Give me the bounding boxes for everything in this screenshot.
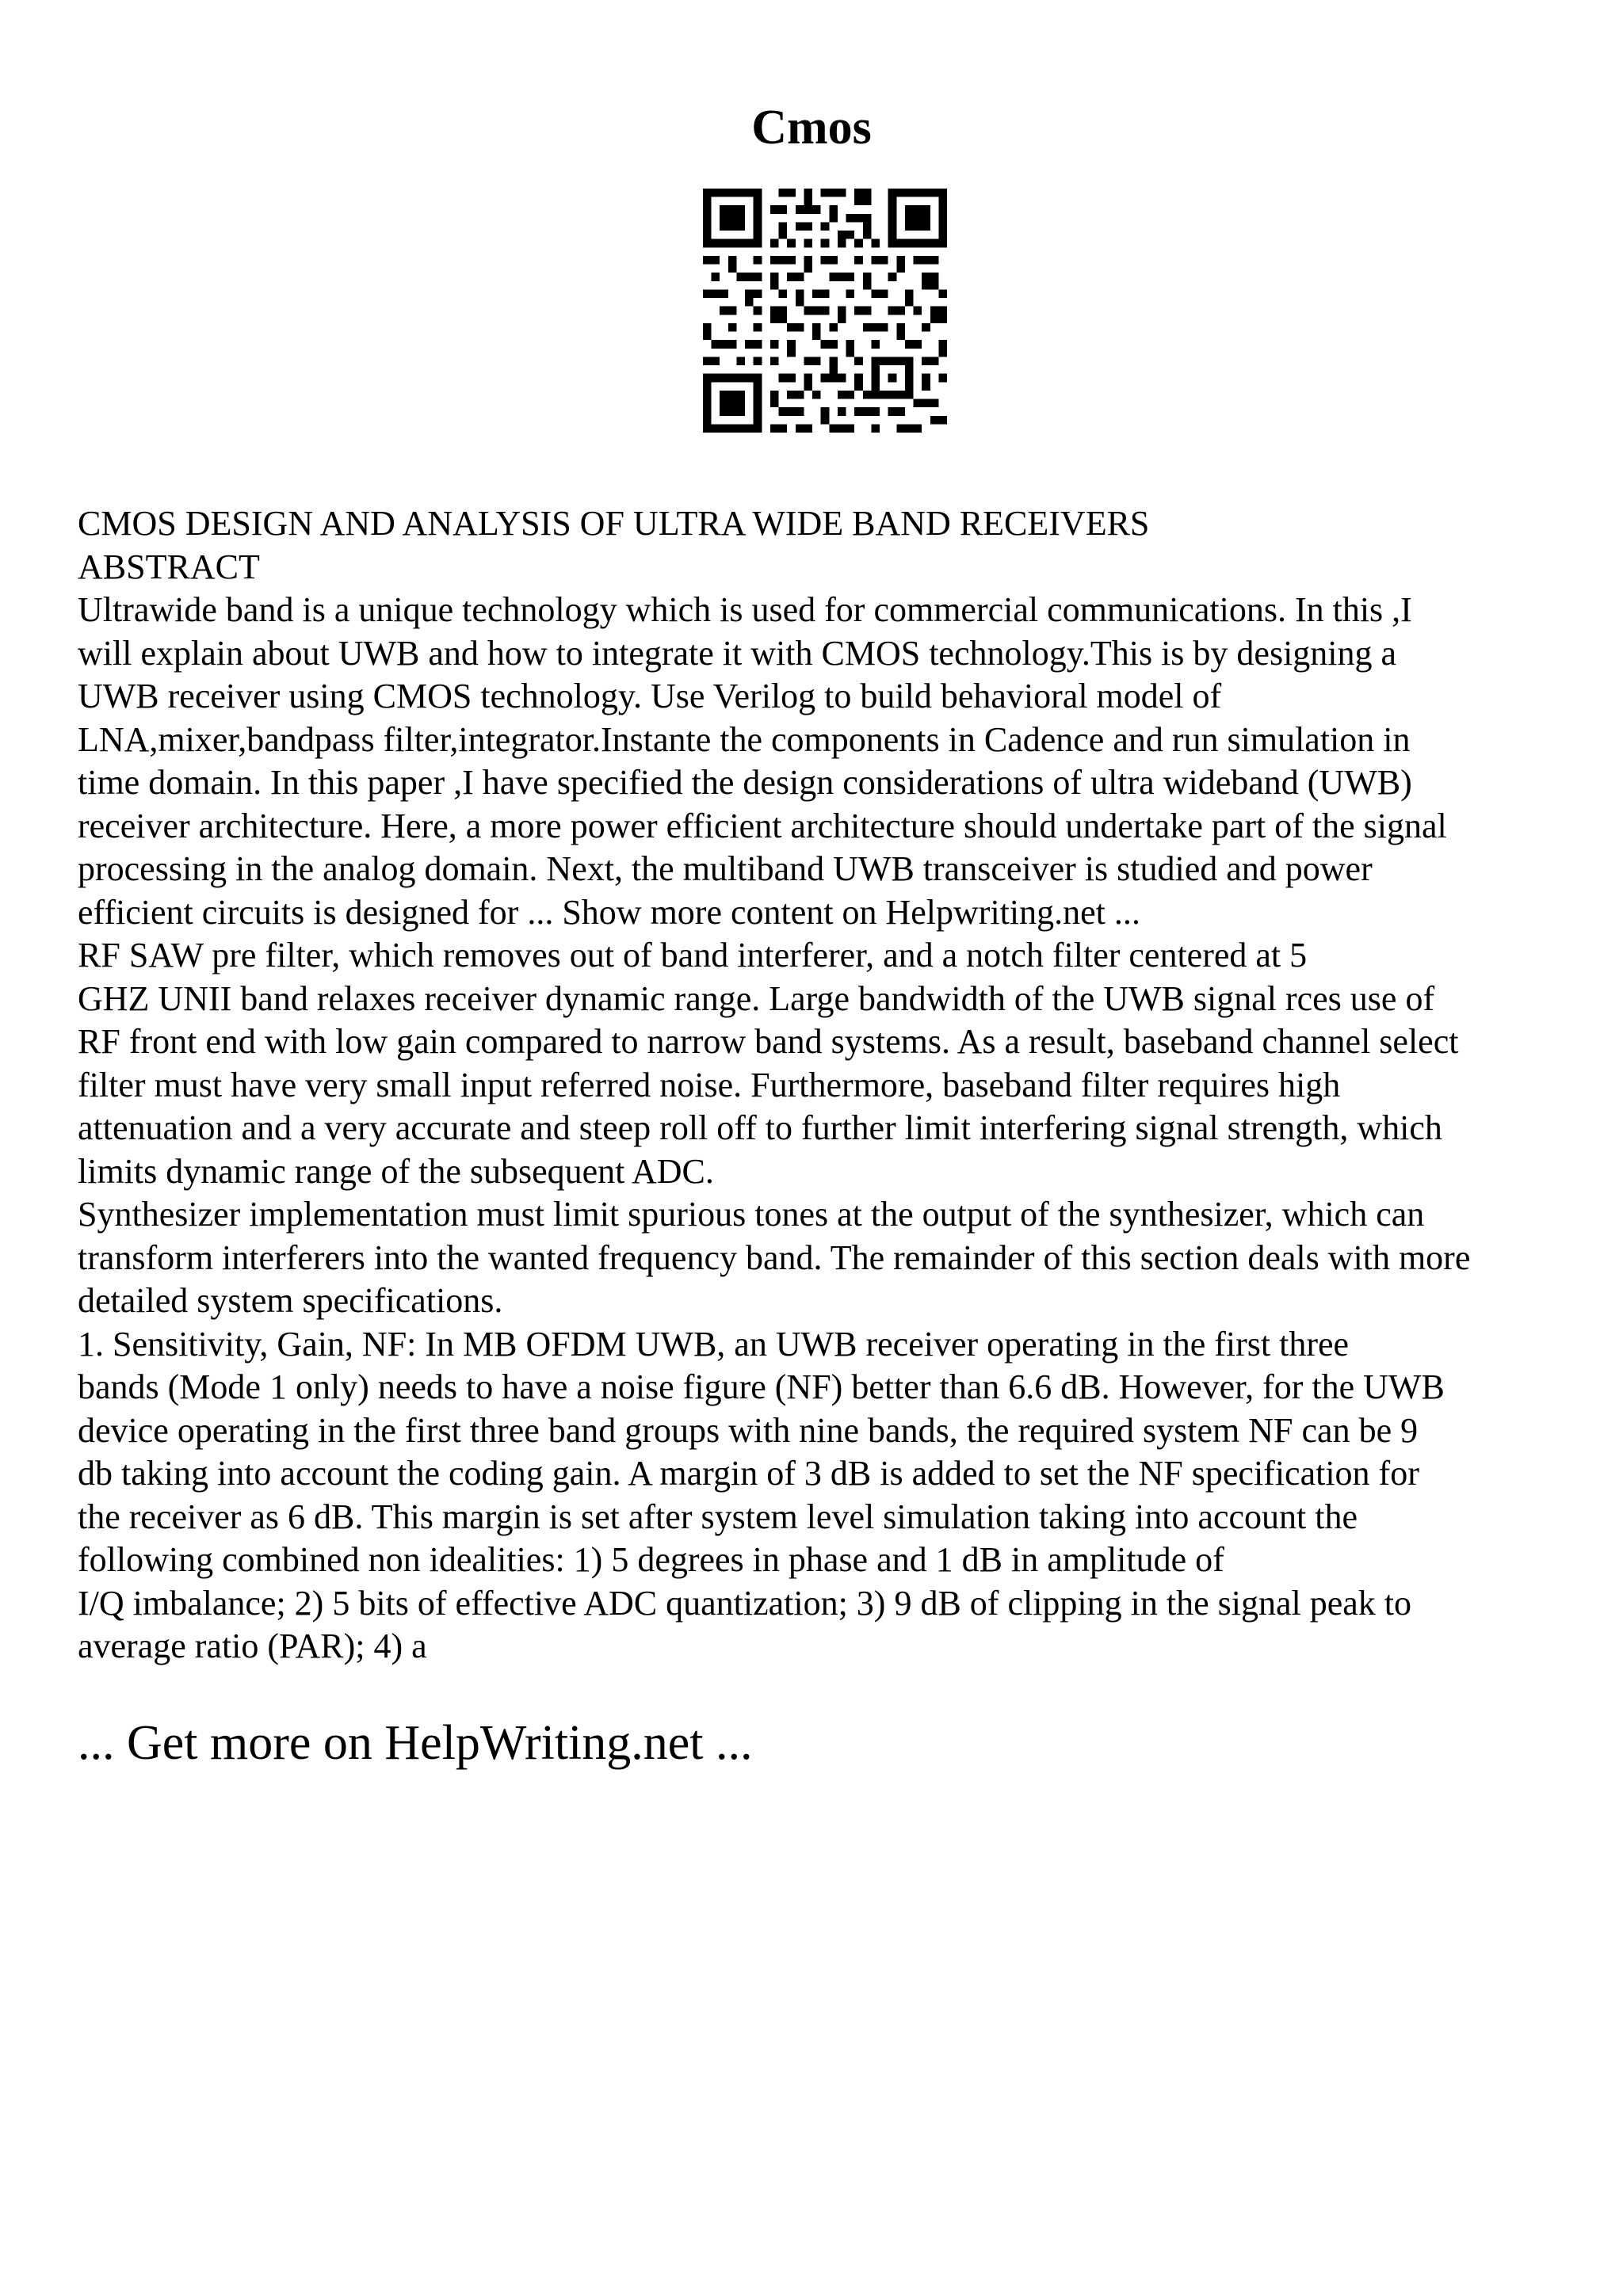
article-body <box>78 502 1568 1669</box>
body-line: UWB receiver using CMOS technology. Use Verilog to build behavioral model of <box>78 677 1222 715</box>
body-line: following combined non idealities: 1) 5 degrees in phase and 1 dB in amplitude of <box>78 1540 1224 1579</box>
body-line: RF SAW pre filter, which removes out of band interferer, and a notch filter centered at 5 <box>78 936 1308 974</box>
body-line: bands (Mode 1 only) needs to have a noise figure (NF) better than 6.6 dB. However, for the UWB <box>78 1367 1445 1406</box>
body-line: Synthesizer implementation must limit spurious tones at the output of the synthesizer, which can <box>78 1195 1425 1234</box>
document-title: Cmos <box>751 101 872 154</box>
body-line: device operating in the first three band groups with nine bands, the required system NF can be 9 <box>78 1410 1419 1450</box>
body-line: db taking into account the coding gain. A margin of 3 dB is added to set the NF specification for <box>78 1454 1419 1493</box>
body-line: attenuation and a very accurate and steep roll off to further limit interfering signal strength, which <box>78 1108 1442 1147</box>
body-line: will explain about UWB and how to integrate it with CMOS technology.This is by designing a <box>78 633 1397 673</box>
body-line: limits dynamic range of the subsequent ADC. <box>78 1151 714 1191</box>
body-line: CMOS DESIGN AND ANALYSIS OF ULTRA WIDE BAND RECEIVERS <box>78 504 1150 543</box>
body-line: detailed system specifications. <box>78 1281 503 1320</box>
body-line: average ratio (PAR); 4) a <box>78 1627 427 1665</box>
body-line: 1. Sensitivity, Gain, NF: In MB OFDM UWB, an UWB receiver operating in the first three <box>78 1324 1350 1363</box>
body-line: ABSTRACT <box>78 547 260 586</box>
body-line: GHZ UNII band relaxes receiver dynamic range. Large bandwidth of the UWB signal rces use of <box>78 978 1435 1018</box>
qr-code <box>703 189 947 433</box>
body-line: I/Q imbalance; 2) 5 bits of effective ADC quantization; 3) 9 dB of clipping in the signal peak to <box>78 1583 1412 1623</box>
get-more-link[interactable]: ... Get more on HelpWriting.net ... <box>78 1716 753 1770</box>
body-line: RF front end with low gain compared to narrow band systems. As a result, baseband channel select <box>78 1022 1459 1061</box>
qr-code-image <box>703 189 947 433</box>
body-line: time domain. In this paper ,I have specified the design considerations of ultra wideband (UWB) <box>78 763 1412 802</box>
body-line: LNA,mixer,bandpass filter,integrator.Instante the components in Cadence and run simulation in <box>78 719 1411 759</box>
body-line: the receiver as 6 dB. This margin is set after system level simulation taking into account the <box>78 1497 1358 1536</box>
body-line: transform interferers into the wanted frequency band. The remainder of this section deals with more <box>78 1238 1471 1277</box>
body-line: filter must have very small input referred noise. Furthermore, baseband filter requires high <box>78 1065 1341 1104</box>
body-line: receiver architecture. Here, a more power efficient architecture should undertake part of the signal <box>78 806 1447 845</box>
body-line: processing in the analog domain. Next, the multiband UWB transceiver is studied and power <box>78 849 1373 888</box>
body-line: Ultrawide band is a unique technology which is used for commercial communications. In this ,I <box>78 590 1412 629</box>
body-line: efficient circuits is designed for ... Show more content on Helpwriting.net ... <box>78 892 1140 932</box>
